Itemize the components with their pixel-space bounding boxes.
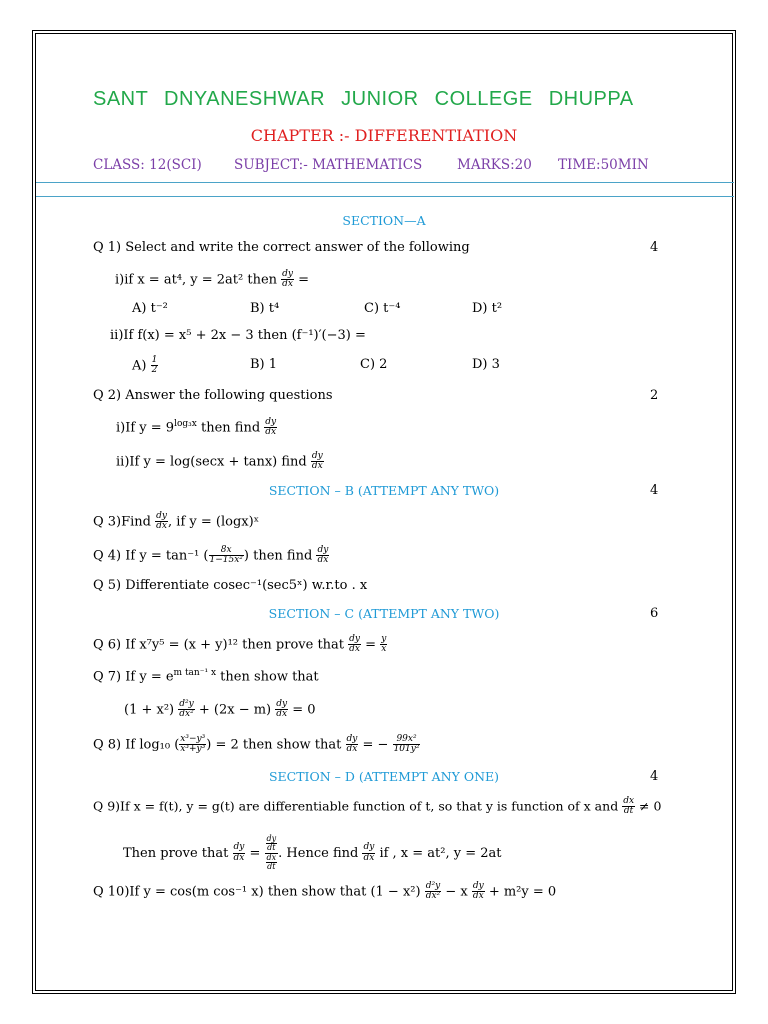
q1-i: i)if x = at⁴, y = 2at² then $\frac{dy}{dx}$ = — [115, 269, 310, 290]
q8: Q 8) If log₁₀ ( $\frac{\text{x³−y³}}{\text{x³+y³}}$ ) = 2 then show that $\frac{dy}{dx}$ = − $\frac{\text{99x²}}{\text{101y²}}$ — [93, 734, 420, 755]
chain-rule-fraction: $\frac{\frac{dy}{dt}}{\frac{dx}{dt}}$ — [266, 834, 277, 872]
q1-ii-option-a: A) $\frac{1}{2}$ — [132, 355, 158, 376]
section-d-heading: SECTION – D (ATTEMPT ANY ONE) — [268, 769, 500, 784]
q2-text: Q 2) Answer the following questions — [93, 388, 333, 403]
dydx-fraction: $\frac{dy}{dx}$ — [317, 545, 329, 566]
q1-i-text: i)if x = at⁴, y = 2at² then — [115, 272, 278, 288]
q7-equation: (1 + x²) $\frac{\text{d²y}}{\text{dx²}}$ + (2x − m) $\frac{dy}{dx}$ = 0 — [124, 699, 316, 720]
q1-ii-option-b: B) 1 — [250, 357, 278, 372]
section-a-heading: SECTION—A — [342, 213, 426, 228]
q3: Q 3)Find $\frac{dy}{dx}$ , if y = (logx)ˣ — [93, 511, 260, 532]
divider-bottom — [36, 196, 734, 197]
d2y-fraction: $\frac{\text{d²y}}{\text{dx²}}$ — [425, 881, 441, 902]
q1-i-option-a: A) t⁻² — [132, 301, 168, 316]
q1-ii-text: ii)If f(x) = x⁵ + 2x − 3 then (f⁻¹)′(−3) = — [110, 328, 366, 343]
section-c-marks: 6 — [650, 606, 659, 621]
dxdt-fraction: $\frac{dx}{dt}$ — [623, 796, 635, 817]
q9-proof: Then prove that $\frac{dy}{dx}$ = $\frac{\frac{dy}{dt}}{\frac{dx}{dt}}$ . Hence find $\frac{dy}{dx}$ if , x = at², y = 2at — [123, 834, 502, 872]
q6: Q 6) If x⁷y⁵ = (x + y)¹² then prove that $\frac{dy}{dx}$ = $\frac{y}{x}$ — [93, 634, 387, 655]
q1-i-option-b: B) t⁴ — [250, 301, 280, 316]
dydx-fraction: $\frac{dy}{dx}$ — [233, 842, 245, 863]
q1-text: Q 1) Select and write the correct answer of the following — [93, 240, 470, 255]
dydx-fraction: $\frac{dy}{dx}$ — [346, 734, 358, 755]
chapter-title: CHAPTER :- DIFFERENTIATION — [250, 126, 518, 145]
half-fraction: $\frac{1}{2}$ — [151, 355, 158, 376]
section-b-heading: SECTION – B (ATTEMPT ANY TWO) — [268, 483, 500, 498]
q4-fraction: $\frac{8x}{\text{1−15x²}}$ — [209, 545, 243, 566]
dydx-fraction: $\frac{dy}{dx}$ — [472, 881, 484, 902]
q7: Q 7) If $y = e^{m tan^{-1} x}$ then show that — [93, 668, 319, 685]
dydx-fraction: $\frac{dy}{dx}$ — [311, 451, 323, 472]
divider-top — [36, 182, 734, 183]
d2y-fraction: $\frac{\text{d²y}}{\text{dx²}}$ — [179, 699, 194, 720]
dydx-fraction: $\frac{dy}{dx}$ — [156, 511, 168, 532]
section-c-heading: SECTION – C (ATTEMPT ANY TWO) — [268, 606, 500, 621]
dydx-fraction: $\frac{dy}{dx}$ — [276, 699, 288, 720]
class-label: CLASS: 12(SCI) — [93, 157, 202, 173]
q1-ii-option-c: C) 2 — [360, 357, 388, 372]
subject-label: SUBJECT:- MATHEMATICS — [234, 157, 423, 173]
q2-ii: ii)If y = log(secx + tanx) find $\frac{dy}{dx}$ — [116, 451, 323, 472]
q8-rhs-fraction: $\frac{\text{99x²}}{\text{101y²}}$ — [393, 734, 420, 755]
dydx-fraction: $\frac{dy}{dx}$ — [363, 842, 375, 863]
q4: Q 4) If y = tan⁻¹ ( $\frac{8x}{\text{1−15x²}}$ ) then find $\frac{dy}{dx}$ — [93, 545, 329, 566]
q1-i-option-c: C) t⁻⁴ — [364, 301, 401, 316]
q2-marks: 2 — [650, 388, 659, 403]
marks-label: MARKS:20 — [457, 157, 532, 173]
q1-marks: 4 — [650, 240, 659, 255]
dydx-fraction: $\frac{dy}{dx}$ — [349, 634, 361, 655]
dydx-fraction: $\frac{dy}{dx}$ — [265, 417, 277, 438]
q2-i: i)If $y = 9^{log_3x}$ then find $\frac{dy}{dx}$ — [116, 417, 277, 438]
time-label: TIME:50MIN — [558, 157, 649, 173]
q1-ii-option-d: D) 3 — [472, 357, 500, 372]
dydx-fraction: $\frac{dy}{dx}$ — [282, 269, 294, 290]
q8-inner-fraction: $\frac{\text{x³−y³}}{\text{x³+y³}}$ — [180, 734, 206, 755]
college-name: SANT DNYANESHWAR JUNIOR COLLEGE DHUPPA — [93, 88, 634, 110]
y-over-x-fraction: $\frac{y}{x}$ — [381, 634, 387, 655]
q1-i-option-d: D) t² — [472, 301, 503, 316]
q9: Q 9)If x = f(t), y = g(t) are differentiable function of t, so that y is function of x and $\frac{dx}{dt}$ ≠ 0 — [93, 796, 662, 817]
section-b-marks: 4 — [650, 483, 659, 498]
q5-text: Q 5) Differentiate cosec⁻¹(sec5ˣ) w.r.to . x — [93, 578, 368, 593]
section-d-marks: 4 — [650, 769, 659, 784]
q10: Q 10)If y = cos(m cos⁻¹ x) then show that (1 − x²) $\frac{\text{d²y}}{\text{dx²}}$ − x $\frac{dy}{dx}$ + m²y = 0 — [93, 881, 557, 902]
